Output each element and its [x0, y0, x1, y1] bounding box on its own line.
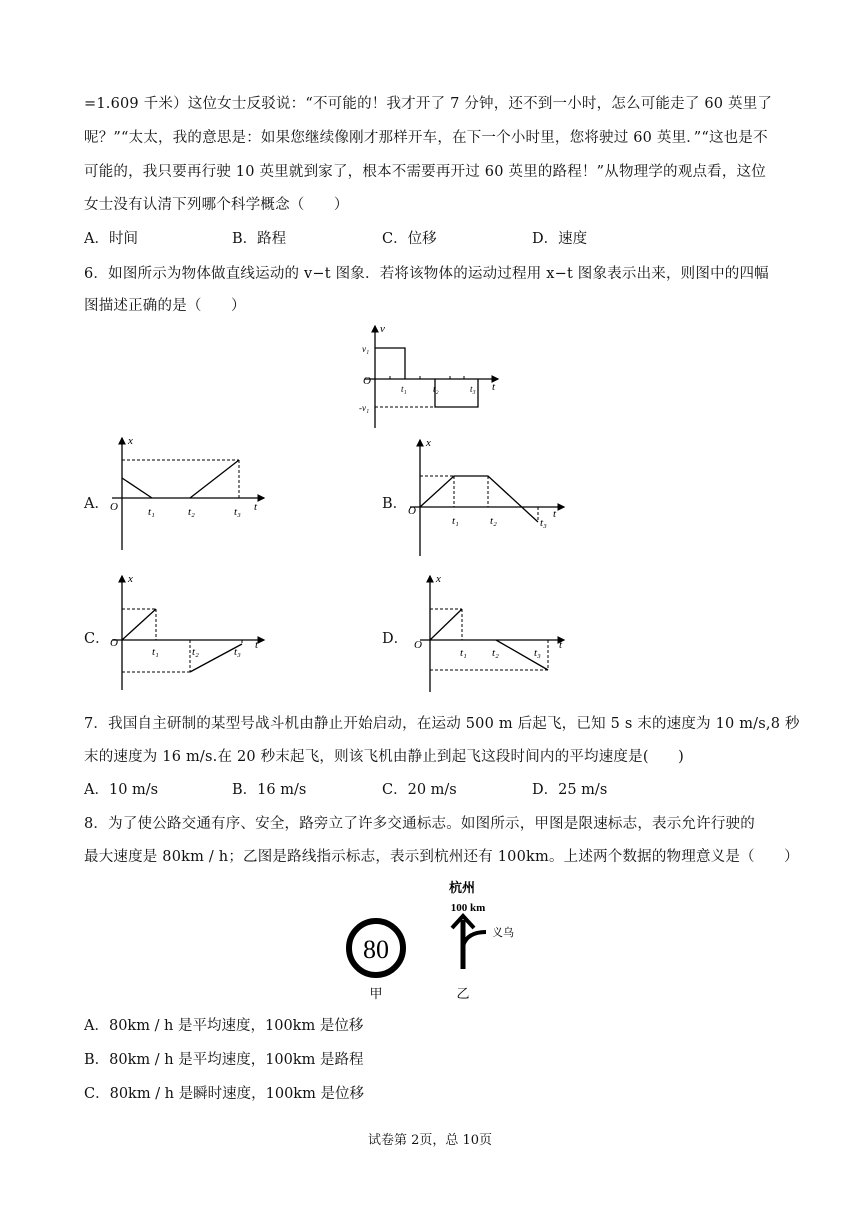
- q8-option-b: B．80km / h 是平均速度，100km 是路程: [84, 1052, 364, 1068]
- vt-label-origin: O: [363, 375, 371, 387]
- q7-option-b: B．16 m/s: [232, 782, 307, 798]
- q5-option-d: D．速度: [532, 231, 588, 247]
- route-branch-city: 义乌: [492, 927, 514, 939]
- svg-text:O: O: [408, 505, 416, 517]
- svg-text:t₃: t₃: [234, 646, 241, 658]
- traffic-signs-figure: [330, 874, 540, 1004]
- sign-label-jia: 甲: [369, 986, 383, 1001]
- svg-text:t₁: t₁: [148, 506, 155, 518]
- q5-line-3: 可能的，我只要再行驶 10 英里就到家了，根本不需要再开过 60 英里的路程！”从物理学的观点看，这位: [84, 164, 766, 180]
- q7-option-a: A．10 m/s: [84, 782, 159, 798]
- q8-line-2: 最大速度是 80km / h；乙图是路线指示标志，表示到杭州还有 100km。上述两个数据的物理意义是（ ）: [84, 849, 799, 865]
- svg-text:x: x: [128, 573, 133, 585]
- q7-line-1: 7．我国自主研制的某型号战斗机由静止开始启动，在运动 500 m 后起飞，已知 5 s 末的速度为 10 m/s,8 秒: [84, 716, 800, 732]
- svg-text:t₂: t₂: [192, 646, 199, 658]
- svg-text:t₁: t₁: [452, 515, 459, 527]
- vt-label-t2: t₂: [433, 384, 439, 394]
- q6-option-d-letter: D．: [382, 631, 409, 647]
- svg-text:O: O: [110, 637, 118, 649]
- route-dest-distance: 100 km: [450, 902, 486, 914]
- q5-option-a: A．时间: [84, 231, 138, 247]
- svg-text:O: O: [414, 639, 422, 651]
- q6-option-b-letter: B．: [382, 496, 408, 512]
- q6-option-c-letter: C．: [84, 631, 110, 647]
- route-dest-city: 杭州: [448, 880, 476, 895]
- q8-line-1: 8．为了使公路交通有序、安全，路旁立了许多交通标志。如图所示，甲图是限速标志，表示允许行驶的: [84, 816, 755, 832]
- svg-text:x: x: [128, 435, 133, 447]
- page-footer: 试卷第 2页，总 10页: [367, 1133, 493, 1148]
- q6-graph-a: [108, 432, 268, 552]
- q5-option-b: B．路程: [232, 231, 287, 247]
- svg-text:t₃: t₃: [534, 647, 541, 659]
- vt-label-t3: t₃: [470, 384, 476, 394]
- q8-option-c: C．80km / h 是瞬时速度，100km 是位移: [84, 1086, 364, 1102]
- q5-option-c: C．位移: [382, 231, 437, 247]
- q7-option-c: C．20 m/s: [382, 782, 457, 798]
- q6-graph-d: [408, 570, 568, 694]
- svg-text:t₂: t₂: [490, 515, 497, 527]
- q6-line-2: 图描述正确的是（ ）: [84, 298, 246, 314]
- svg-text:t₃: t₃: [540, 517, 547, 529]
- q6-graph-b: [408, 434, 568, 558]
- speed-limit-sign: [349, 921, 403, 975]
- sign-label-yi: 乙: [456, 986, 470, 1001]
- svg-text:t₂: t₂: [188, 506, 195, 518]
- vt-label-v: v: [380, 323, 385, 335]
- speed-limit-value: 80: [363, 935, 389, 964]
- svg-text:O: O: [110, 501, 118, 513]
- svg-text:t: t: [255, 639, 259, 651]
- q7-option-d: D．25 m/s: [532, 782, 608, 798]
- q5-line-4: 女士没有认清下列哪个科学概念（ ）: [84, 197, 349, 213]
- q6-line-1: 6．如图所示为物体做直线运动的 v−t 图象．若将该物体的运动过程用 x−t 图象表示出来，则图中的四幅: [84, 266, 769, 282]
- svg-text:t: t: [553, 508, 557, 520]
- vt-label-neg-v1: -v₁: [359, 403, 370, 413]
- q8-option-a: A．80km / h 是平均速度，100km 是位移: [84, 1018, 364, 1034]
- svg-text:x: x: [436, 573, 441, 585]
- vt-segment-1: [375, 348, 405, 379]
- vt-label-t1: t₁: [401, 384, 407, 394]
- svg-text:t: t: [559, 639, 563, 651]
- svg-text:t₂: t₂: [492, 647, 499, 659]
- q5-line-2: 呢？”“太太，我的意思是：如果您继续像刚才那样开车，在下一个小时里，您将驶过 60 英里．”“这也是不: [84, 130, 768, 146]
- q7-line-2: 末的速度为 16 m/s.在 20 秒末起飞，则该飞机由静止到起飞这段时间内的平均速度是( ): [84, 749, 684, 765]
- svg-text:t₁: t₁: [152, 646, 159, 658]
- svg-text:t₃: t₃: [234, 506, 241, 518]
- q5-line-1: =1.609 千米）这位女士反驳说：“不可能的！我才开了 7 分钟，还不到一小时，怎么可能走了 60 英里了: [84, 96, 773, 112]
- route-sign: [449, 880, 514, 969]
- q6-graph-c: [108, 570, 268, 692]
- vt-label-t: t: [492, 381, 496, 393]
- svg-text:t₁: t₁: [460, 647, 467, 659]
- q6-option-a-letter: A．: [84, 496, 109, 512]
- vt-label-v1: v₁: [362, 344, 370, 354]
- svg-text:t: t: [254, 501, 258, 513]
- vt-graph: [330, 318, 510, 433]
- svg-text:x: x: [426, 437, 431, 449]
